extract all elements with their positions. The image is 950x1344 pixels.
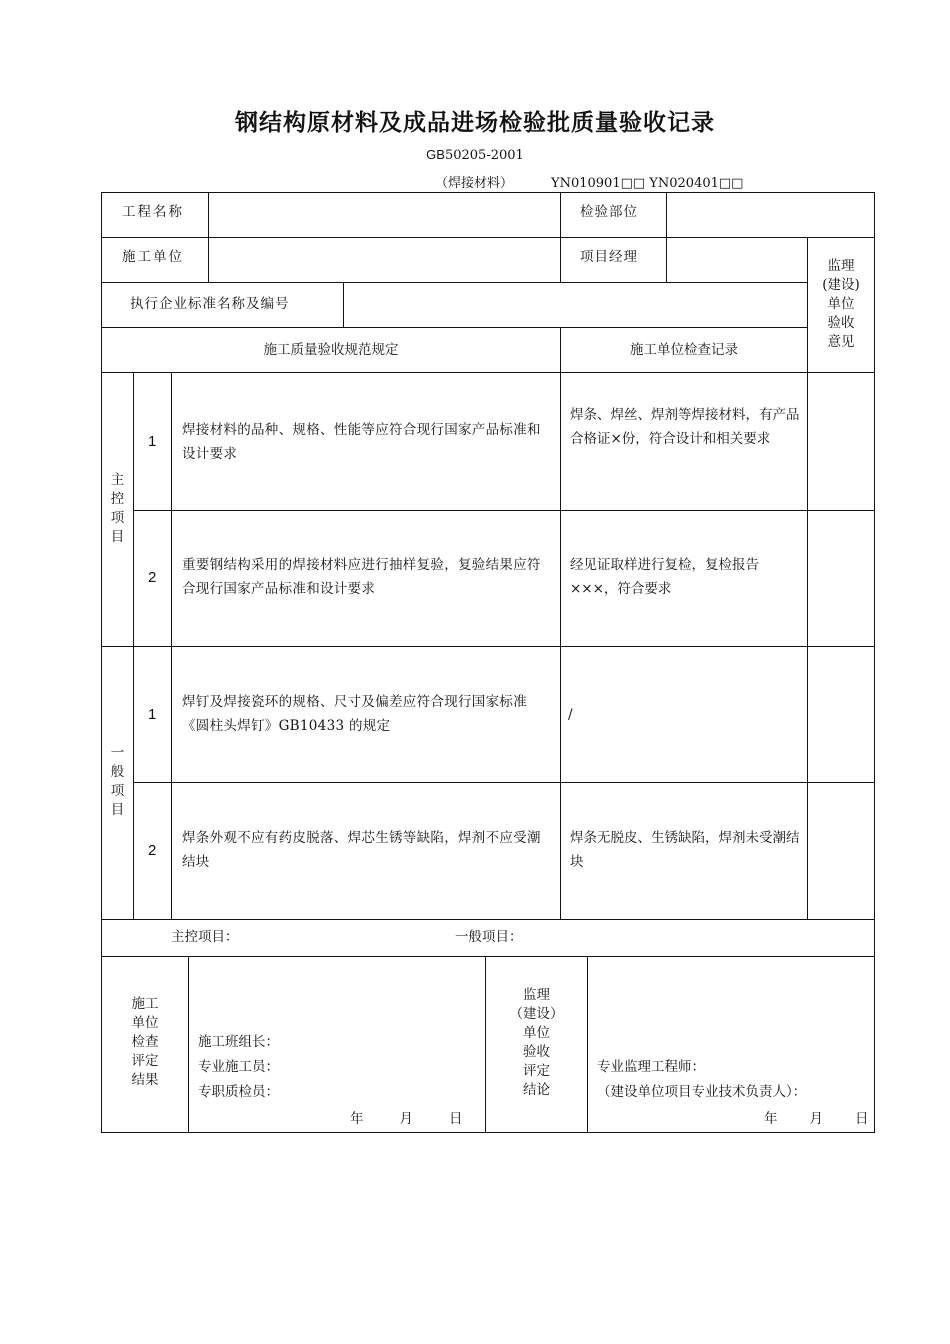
team-leader-label: 施工班组长： — [198, 1034, 279, 1050]
summary-main-label: 主控项目： — [171, 929, 239, 945]
date-day: 日 — [449, 1111, 463, 1127]
rule — [101, 237, 875, 238]
rule — [101, 372, 875, 373]
main-item-1-number: 1 — [148, 433, 157, 450]
supervision-engineer-label: 专业监理工程师： — [597, 1059, 705, 1075]
rule — [171, 372, 172, 920]
project-name-label: 工程名称 — [122, 204, 184, 220]
rule — [101, 646, 875, 647]
form-codes: YN010901□□ YN020401□□ — [551, 176, 744, 191]
rule — [560, 327, 561, 920]
supervision-opinion-header: 监理 (建设) 单位 验收 意见 — [822, 258, 860, 350]
main-item-1-spec: 焊接材料的品种、规格、性能等应符合现行国家产品标准和设计要求 — [182, 422, 541, 462]
standard-digits: 50205-2001 — [444, 148, 524, 163]
main-item-1-record[interactable]: 焊条、焊丝、焊剂等焊接材料，有产品合格证×份，符合设计和相关要求 — [570, 407, 800, 447]
owner-rep-label: （建设单位项目专业技术负责人）： — [597, 1084, 807, 1100]
general-items-group-label: 一 般 项 目 — [110, 745, 125, 818]
date-year: 年 — [764, 1111, 778, 1127]
rule — [874, 192, 875, 1133]
general-item-2-record[interactable]: 焊条无脱皮、生锈缺陷，焊剂未受潮结块 — [570, 830, 800, 870]
supervision-date — [764, 1107, 869, 1131]
construction-result-label: 施工 单位 检查 评定 结果 — [131, 996, 159, 1088]
standard-number — [0, 147, 950, 163]
general-item-1-spec: 焊钉及焊接瓷环的规格、尺寸及偏差应符合现行国家标准《圆柱头焊钉》GB10433 的规定 — [182, 694, 527, 734]
document-title: 钢结构原材料及成品进场检验批质量验收记录 — [235, 110, 715, 136]
construction-worker-label: 专业施工员： — [198, 1059, 279, 1075]
rule — [188, 956, 189, 1133]
rule — [587, 956, 588, 1133]
date-month: 月 — [809, 1111, 823, 1127]
general-item-1-record[interactable]: / — [568, 707, 573, 723]
rule — [133, 782, 875, 783]
rule — [101, 919, 875, 920]
material-type: （焊接材料） — [435, 176, 514, 191]
main-item-2-record[interactable]: 经见证取样进行复检，复检报告×××，符合要求 — [570, 557, 759, 597]
main-items-group-label: 主 控 项 目 — [110, 472, 125, 545]
main-item-2-spec: 重要钢结构采用的焊接材料应进行抽样复验，复验结果应符合现行国家产品标准和设计要求 — [182, 557, 541, 597]
rule — [133, 372, 134, 920]
enterprise-standard-label: 执行企业标准名称及编号 — [130, 296, 290, 312]
date-month: 月 — [399, 1111, 413, 1127]
date-year: 年 — [350, 1111, 364, 1127]
general-item-2-number: 2 — [148, 842, 157, 859]
rule — [560, 192, 561, 282]
quality-inspector-label: 专职质检员： — [198, 1084, 279, 1100]
general-item-1-number: 1 — [148, 706, 157, 723]
rule — [101, 1132, 875, 1133]
subtitle-line — [435, 172, 743, 191]
summary-general-label: 一般项目： — [455, 929, 523, 945]
general-item-2-spec: 焊条外观不应有药皮脱落、焊芯生锈等缺陷，焊剂不应受潮结块 — [182, 830, 541, 870]
date-day: 日 — [855, 1111, 869, 1127]
supervision-conclusion-label: 监理 （建设） 单位 验收 评定 结论 — [509, 987, 564, 1098]
main-item-2-number: 2 — [148, 569, 157, 586]
rule — [101, 192, 102, 1133]
rule — [101, 192, 875, 193]
rule — [101, 282, 808, 283]
spec-column-header: 施工质量验收规范规定 — [263, 342, 399, 358]
rule — [133, 510, 875, 511]
rule — [101, 956, 875, 957]
construction-date — [350, 1107, 463, 1131]
rule — [666, 192, 667, 282]
construction-unit-label: 施工单位 — [122, 249, 184, 265]
inspection-part-label: 检验部位 — [580, 204, 638, 220]
rule — [343, 282, 344, 327]
rule — [101, 327, 808, 328]
rule — [208, 192, 209, 282]
record-column-header: 施工单位检查记录 — [630, 342, 738, 358]
standard-prefix: GB — [426, 147, 445, 162]
project-manager-label: 项目经理 — [580, 249, 638, 265]
